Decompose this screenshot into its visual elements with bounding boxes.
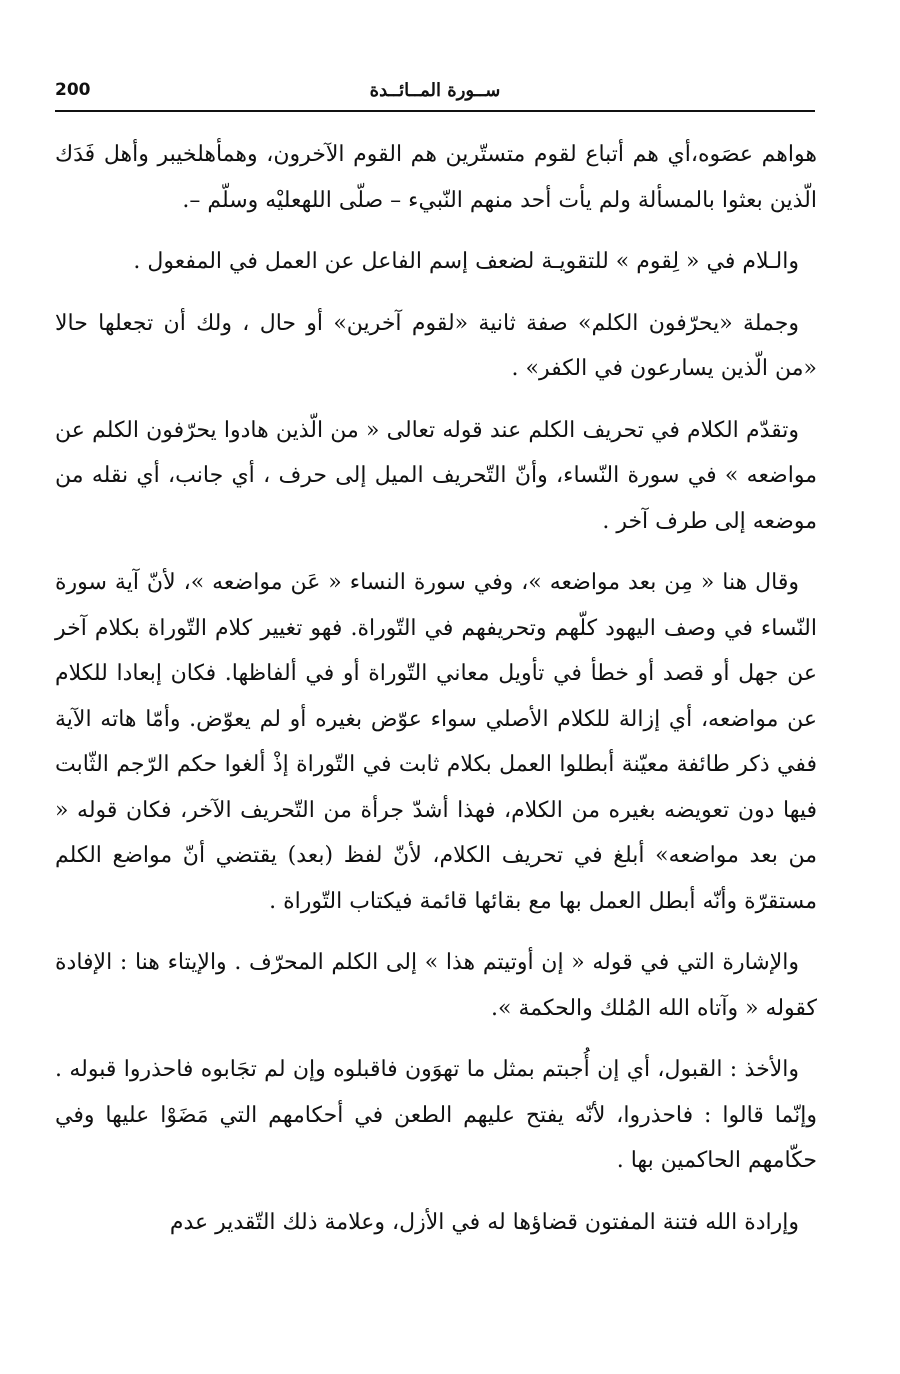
paragraph-8: وإرادة الله فتنة المفتون قضاؤها له في الأزل، وعلامة ذلك التّقدير عدم bbox=[169, 1209, 799, 1235]
paragraph-7: والأخذ : القبول، أي إن أُجبتم بمثل ما تهوَون فاقبلوه وإن لم تجَابوه فاحذروا قبوله . وإنّما قالوا : فاحذروا، لأنّه يفتح عليهم الطعن في أحكامهم التي مَضَوْا عليها وفي حكّامهم الحاكمين بها . bbox=[55, 1057, 817, 1173]
page-number: 200 bbox=[55, 80, 91, 100]
paragraph-3: وجملة «يحرّفون الكلم» صفة ثانية «لقوم آخرين» أو حال ، ولك أن تجعلها حالا «من الّذين يسارعون في الكفر» . bbox=[55, 310, 817, 381]
surah-title: ســورة المــائــدة bbox=[369, 80, 501, 101]
paragraph-1: هواهم عصَوه،أي هم أتباع لقوم متستّرين هم القوم الآخرون، وهمأهلخيبر وأهل فَدَك الّذين بعثوا بالمسألة ولم يأت أحد منهم النّبيء – صلّى اللهعليْه وسلّم –. bbox=[55, 142, 817, 213]
paragraph-5: وقال هنا « مِن بعد مواضعه »، وفي سورة النساء « عَن مواضعه »، لأنّ آية سورة النّساء في وصف اليهود كلّهم وتحريفهم في التّوراة. فهو تغيير كلام التّوراة بكلام آخر عن جهل أو قصد أو خطأ في تأويل معاني التّوراة أو في ألفاظها. فكان إبعادا للكلام عن مواضعه، أي إزالة للكلام الأصلي سواء عوّض بغيره أو لم يعوّض. وأمّا هاته الآية ففي ذكر طائفة معيّنة أبطلوا العمل بكلام ثابت في التّوراة إذْ ألغوا حكم الرّجم الثّابت فيها دون تعويضه بغيره من الكلام، فهذا أشدّ جرأة من التّحريف الآخر، فكان قوله « من بعد مواضعه» أبلغ في تحريف الكلام، لأنّ لفظ (بعد) يقتضي أنّ مواضع الكلم مستقرّة وأنّه أبطل العمل بها مع بقائها قائمة فيكتاب التّوراة . bbox=[55, 570, 817, 914]
page-header bbox=[55, 80, 815, 106]
header-divider bbox=[55, 110, 815, 112]
paragraph-6: والإشارة التي في قوله « إن أوتيتم هذا » إلى الكلم المحرّف . والإيتاء هنا : الإفادة كقوله « وآتاه الله المُلك والحكمة ». bbox=[55, 950, 817, 1021]
page-body bbox=[55, 132, 817, 1261]
paragraph-4: وتقدّم الكلام في تحريف الكلم عند قوله تعالى « من الّذين هادوا يحرّفون الكلم عن مواضعه » في سورة النّساء، وأنّ التّحريف الميل إلى حرف ، أي جانب، أي نقله من موضعه إلى طرف آخر . bbox=[55, 417, 817, 534]
paragraph-2: والـلام في « لِقوم » للتقويـة لضعف إسم الفاعل عن العمل في المفعول . bbox=[133, 249, 799, 274]
